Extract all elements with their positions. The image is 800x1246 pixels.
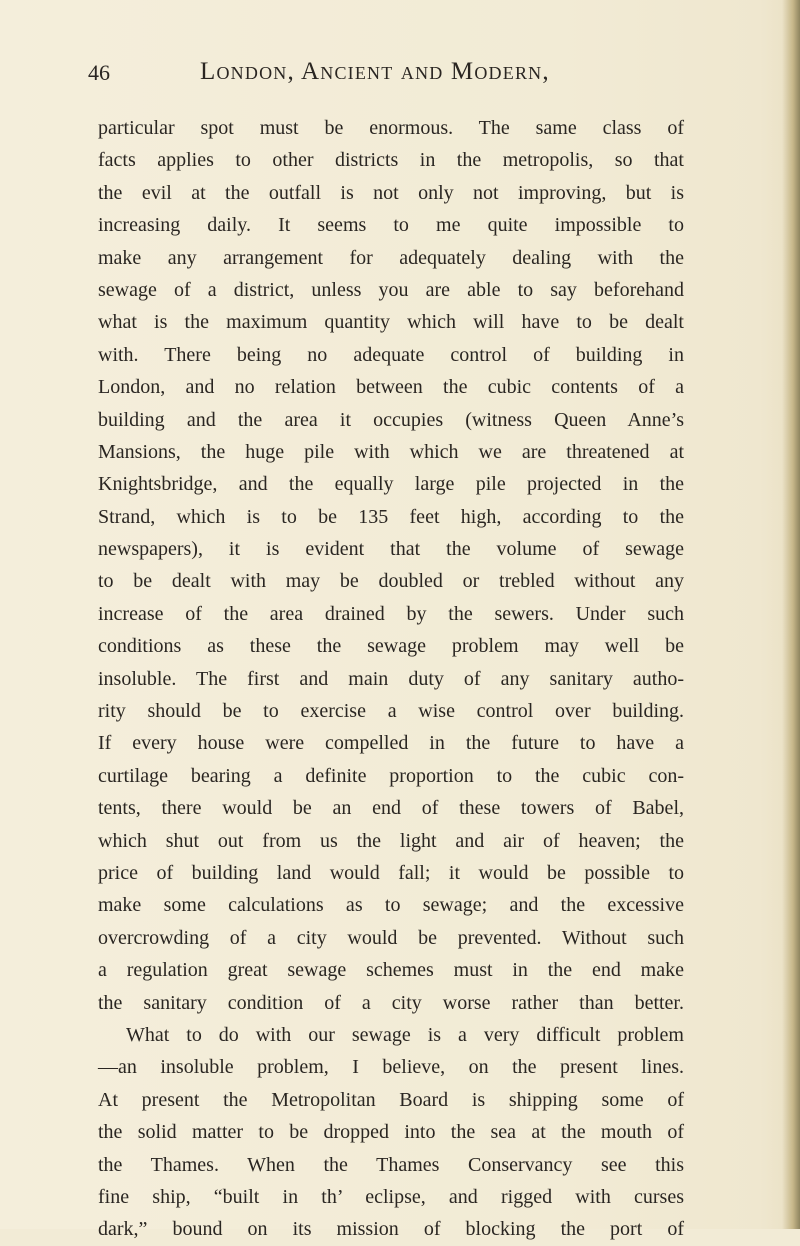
text-line: dark,” bound on its mission of blocking the port of [98, 1218, 684, 1241]
text-line: with. There being no adequate control of building in [98, 343, 684, 366]
text-line: the Thames. When the Thames Conservancy see this [98, 1153, 684, 1176]
text-line: conditions as these the sewage problem may well be [98, 635, 684, 658]
text-line: curtilage bearing a definite proportion to the cubic con- [98, 764, 684, 787]
text-line: the solid matter to be dropped into the sea at the mouth of [98, 1121, 684, 1144]
body-text [98, 112, 684, 1246]
text-line: a regulation great sewage schemes must in the end make [98, 959, 684, 982]
page-number: 46 [88, 60, 110, 85]
text-line: what is the maximum quantity which will have to be dealt [98, 311, 684, 334]
text-line: to be dealt with may be doubled or trebled without any [98, 570, 684, 593]
text-line: London, and no relation between the cubic contents of a [98, 376, 684, 399]
text-line: What to do with our sewage is a very difficult problem [126, 1023, 684, 1046]
text-line: make some calculations as to sewage; and the excessive [98, 894, 684, 917]
text-line: price of building land would fall; it would be possible to [98, 861, 684, 884]
text-line: At present the Metropolitan Board is shipping some of [98, 1088, 684, 1111]
text-line: If every house were compelled in the future to have a [98, 732, 684, 755]
text-line: Knightsbridge, and the equally large pile projected in the [98, 473, 684, 496]
text-line: newspapers), it is evident that the volume of sewage [98, 538, 684, 561]
text-line: increasing daily. It seems to me quite impossible to [98, 214, 684, 237]
page-edge [782, 0, 800, 1229]
text-line: facts applies to other districts in the metropolis, so that [98, 149, 684, 172]
text-line: overcrowding of a city would be prevented. Without such [98, 926, 684, 949]
text-line: tents, there would be an end of these towers of Babel, [98, 797, 684, 820]
text-line: particular spot must be enormous. The same class of [98, 117, 684, 139]
text-line: fine ship, “built in th’ eclipse, and rigged with curses [98, 1185, 684, 1208]
text-line: insoluble. The first and main duty of any sanitary autho- [98, 667, 684, 690]
text-line: —an insoluble problem, I believe, on the present lines. [98, 1056, 684, 1079]
text-line: which shut out from us the light and air of heaven; the [98, 829, 684, 852]
text-line: building and the area it occupies (witness Queen Anne’s [98, 408, 684, 431]
running-title: London, Ancient and Modern, [200, 58, 550, 85]
text-line: Mansions, the huge pile with which we are threatened at [98, 440, 684, 463]
text-line: the evil at the outfall is not only not improving, but is [98, 181, 684, 204]
text-line: increase of the area drained by the sewers. Under such [98, 602, 684, 625]
page-header [88, 52, 708, 96]
text-line: sewage of a district, unless you are able to say beforehand [98, 278, 684, 301]
text-line: the sanitary condition of a city worse rather than better. [98, 991, 684, 1014]
text-line: Strand, which is to be 135 feet high, according to the [98, 505, 684, 528]
text-line: rity should be to exercise a wise control over building. [98, 700, 684, 723]
text-line: make any arrangement for adequately dealing with the [98, 246, 684, 269]
